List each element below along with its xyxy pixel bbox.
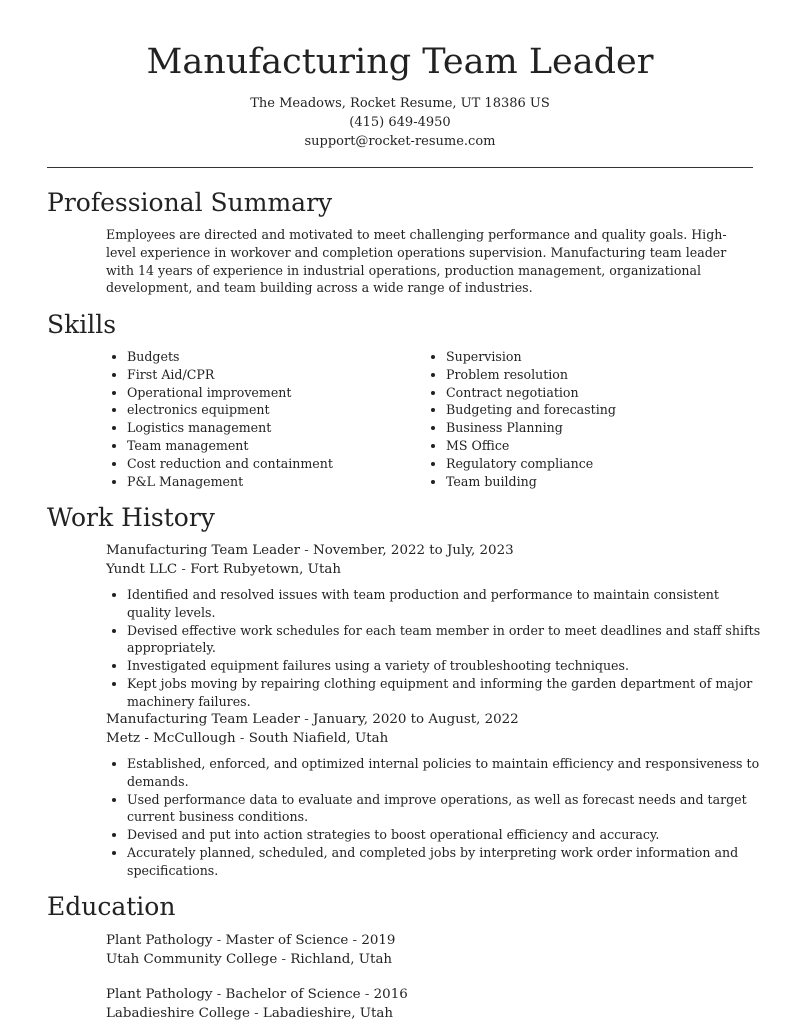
separator: - <box>348 933 362 948</box>
job-title-line <box>106 710 766 729</box>
skill-item: • First Aid/CPR <box>127 366 406 384</box>
education-school-line <box>106 950 706 969</box>
job-company: Yundt LLC <box>106 562 178 577</box>
job-dates: January, 2020 to August, 2022 <box>313 712 519 727</box>
separator: - <box>277 952 291 967</box>
skill-item: • Budgeting and forecasting <box>446 401 725 419</box>
job-role: Manufacturing Team Leader <box>106 543 300 558</box>
contact-block <box>0 94 800 151</box>
separator: - <box>212 987 226 1002</box>
education-degree: Master of Science <box>225 933 349 948</box>
skill-item: • Team management <box>127 437 406 455</box>
job-location: South Niafield, Utah <box>248 731 389 746</box>
skills-column-right <box>425 348 725 490</box>
job-entry <box>106 710 766 880</box>
job-bullets <box>106 586 766 711</box>
skill-item: • Operational improvement <box>127 384 406 402</box>
summary-heading: Professional Summary <box>47 188 333 217</box>
email: support@rocket-resume.com <box>304 134 496 149</box>
education-school-line <box>106 1004 706 1023</box>
job-bullet: • Devised effective work schedules for each team member in order to meet deadlines and staff shifts appropriately. <box>127 622 766 658</box>
job-bullet: • Identified and resolved issues with team production and performance to maintain consistent quality levels. <box>127 586 766 622</box>
skills-list-left <box>106 348 406 490</box>
skill-item: • Cost reduction and containment <box>127 455 406 473</box>
header-divider <box>47 167 753 168</box>
job-bullets <box>106 755 766 880</box>
job-bullet: • Kept jobs moving by repairing clothing equipment and informing the garden department of major machinery failures. <box>127 675 766 711</box>
job-bullet: • Used performance data to evaluate and improve operations, as well as forecast needs and target current business conditions. <box>127 791 766 827</box>
education-degree-line <box>106 931 706 950</box>
job-bullet: • Accurately planned, scheduled, and completed jobs by interpreting work order information and specifications. <box>127 844 766 880</box>
skill-item: • Regulatory compliance <box>446 455 725 473</box>
job-company-line <box>106 560 766 579</box>
job-company-line <box>106 729 766 748</box>
skill-item: • P&L Management <box>127 473 406 491</box>
job-company: Metz - McCullough <box>106 731 236 746</box>
resume-header <box>0 0 800 151</box>
separator: - <box>212 933 226 948</box>
separator: - <box>360 987 374 1002</box>
education-degree-line <box>106 985 706 1004</box>
separator: - <box>249 1006 263 1021</box>
job-location: Fort Rubyetown, Utah <box>190 562 341 577</box>
summary-text: Employees are directed and motivated to meet challenging performance and quality goals. High-level experience in workover and completion operations supervision. Manufacturing team leader with 14 years of experience in industrial operations, production management, organizational development, and team building across a wide range of industries. <box>106 227 727 296</box>
job-bullet: • Devised and put into action strategies to boost operational efficiency and accuracy. <box>127 826 766 844</box>
job-bullet: • Established, enforced, and optimized internal policies to maintain efficiency and responsiveness to demands. <box>127 755 766 791</box>
education-school: Utah Community College <box>106 952 278 967</box>
job-entry <box>106 541 766 711</box>
education-heading: Education <box>47 892 176 921</box>
skill-item: • Problem resolution <box>446 366 725 384</box>
separator: - <box>177 562 191 577</box>
skill-item: • Supervision <box>446 348 725 366</box>
skill-item: • Budgets <box>127 348 406 366</box>
education-entry <box>106 985 706 1023</box>
education-location: Richland, Utah <box>290 952 393 967</box>
skills-column-left <box>106 348 406 490</box>
education-year: 2019 <box>361 933 396 948</box>
education-location: Labadieshire, Utah <box>262 1006 394 1021</box>
candidate-name: Manufacturing Team Leader <box>146 42 654 82</box>
education-entry <box>106 931 706 969</box>
education-field: Plant Pathology <box>106 933 213 948</box>
separator: - <box>235 731 249 746</box>
education-school: Labadieshire College <box>106 1006 250 1021</box>
job-role: Manufacturing Team Leader <box>106 712 300 727</box>
skill-item: • Team building <box>446 473 725 491</box>
job-title-line <box>106 541 766 560</box>
education-year: 2016 <box>373 987 408 1002</box>
skill-item: • Contract negotiation <box>446 384 725 402</box>
skill-item: • Business Planning <box>446 419 725 437</box>
separator: - <box>299 543 314 558</box>
address: The Meadows, Rocket Resume, UT 18386 US <box>250 96 550 111</box>
skill-item: • Logistics management <box>127 419 406 437</box>
skill-item: • MS Office <box>446 437 725 455</box>
skill-item: • electronics equipment <box>127 401 406 419</box>
separator: - <box>299 712 314 727</box>
job-bullet: • Investigated equipment failures using a variety of troubleshooting techniques. <box>127 657 766 675</box>
skills-heading: Skills <box>47 310 117 339</box>
job-dates: November, 2022 to July, 2023 <box>313 543 514 558</box>
work-history-heading: Work History <box>47 503 215 532</box>
phone: (415) 649-4950 <box>349 115 451 130</box>
skills-list-right <box>425 348 725 490</box>
education-degree: Bachelor of Science <box>225 987 361 1002</box>
education-field: Plant Pathology <box>106 987 213 1002</box>
